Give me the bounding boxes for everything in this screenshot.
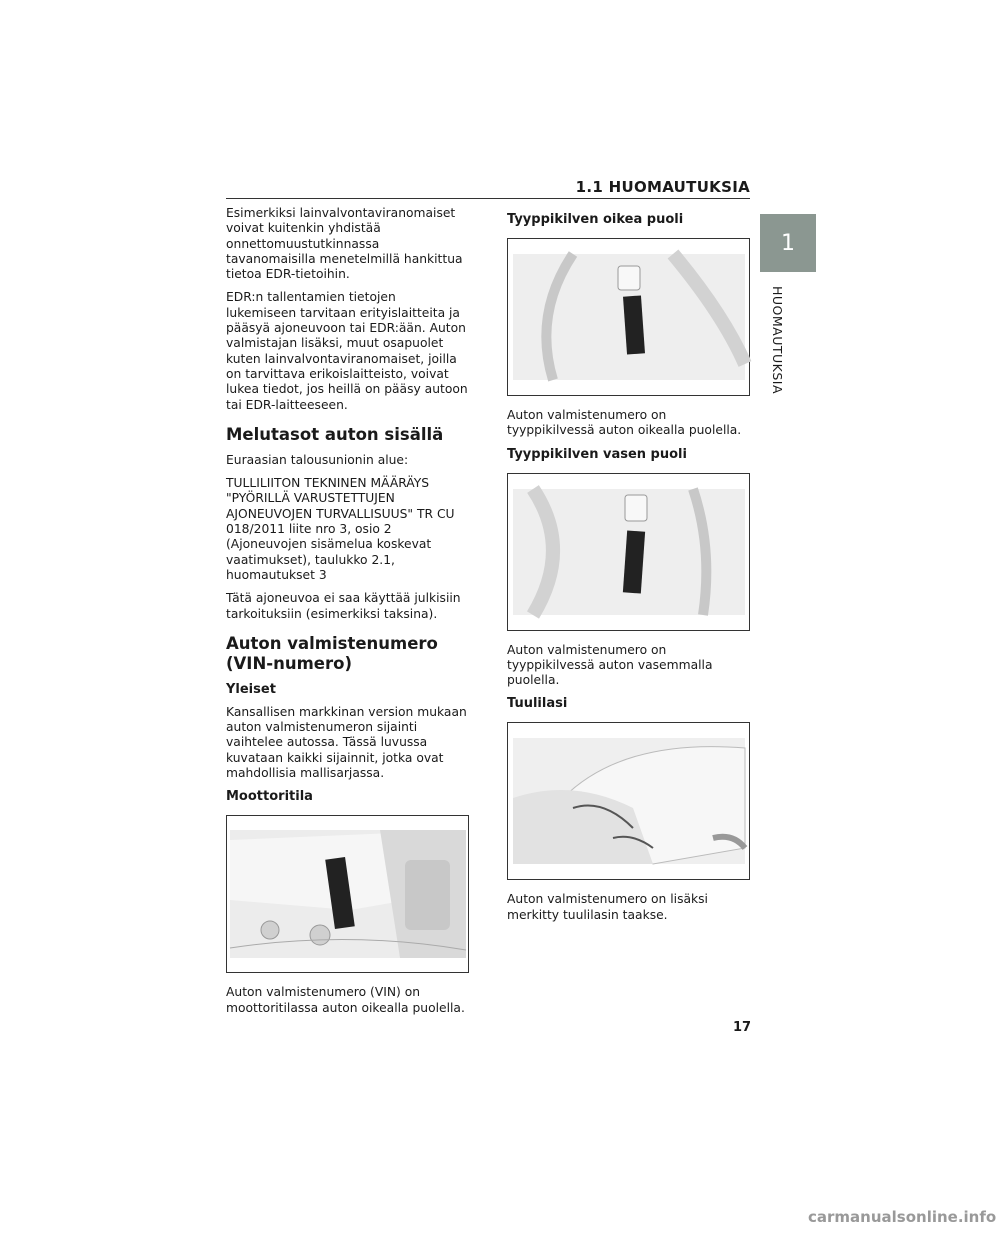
door-pillar-left-illustration [513,489,745,615]
heading-plate-left: Tyyppikilven vasen puoli [507,446,687,462]
paragraph-vin-location: Kansallisen markkinan version mukaan auton valmistenumeron sijainti vaihtelee autossa. Tässä luvussa kuvataan kaikki sijainnit, jotka ovat mahdollisia mallisarjassa. [226,704,467,781]
figure-engine-bay [226,815,469,973]
heading-general: Yleiset [226,681,276,697]
header-divider [226,198,750,199]
paragraph-public-use: Tätä ajoneuvoa ei saa käyttää julkisiin tarkoituksiin (esimerkiksi taksina). [226,591,461,621]
heading-vin: Auton valmistenumero (VIN-numero) [226,633,438,673]
caption-plate-right: Auton valmistenumero on tyyppikilvessä auton oikealla puolella. [507,408,742,438]
watermark-text: carmanualsonline.info [808,1208,996,1226]
figure-windshield [507,722,750,880]
section-header-title: 1.1 HUOMAUTUKSIA [575,178,750,196]
heading-engine-bay: Moottoritila [226,789,313,805]
chapter-tab-number: 1 [781,230,795,256]
heading-windshield: Tuulilasi [507,696,568,712]
figure-plate-left [507,473,750,631]
left-column [226,206,469,1024]
figure-plate-right [507,238,750,396]
caption-plate-left: Auton valmistenumero on tyyppikilvessä auton vasemmalla puolella. [507,642,713,688]
paragraph-eurasian-union: Euraasian talousunionin alue: [226,452,409,467]
page-number: 17 [733,1020,752,1035]
chapter-tab[interactable] [760,214,816,272]
heading-noise-levels: Melutasot auton sisällä [226,424,444,444]
right-column [507,206,750,931]
windshield-illustration [513,738,745,864]
engine-bay-illustration [230,830,466,958]
door-pillar-right-illustration [513,254,745,380]
caption-windshield: Auton valmistenumero on lisäksi merkitty tuulilasin taakse. [507,892,708,922]
heading-plate-right: Tyyppikilven oikea puoli [507,212,684,227]
paragraph-edr-authorities: Esimerkiksi lainvalvontaviranomaiset voivat kuitenkin yhdistää onnettomuustutkinnassa tavanomaisilla menetelmillä hankittua tietoa EDR-tietoihin. [226,206,463,282]
paragraph-customs-regulation: TULLILIITON TEKNINEN MÄÄRÄYS "PYÖRILLÄ VARUSTETTUJEN AJONEUVOJEN TURVALLISUUS" TR CU 018/2011 liite nro 3, osio 2 (Ajoneuvojen sisämelua koskevat vaatimukset), taulukko 2.1, huomautukset 3 [226,476,455,582]
caption-engine-bay: Auton valmistenumero (VIN) on moottoritilassa auton oikealla puolella. [226,985,465,1015]
chapter-tab-label: HUOMAUTUKSIA [770,286,785,395]
paragraph-edr-reading: EDR:n tallentamien tietojen lukemiseen tarvitaan erityislaitteita ja pääsyä ajoneuvoon tai EDR:ään. Auton valmistajan lisäksi, muut osapuolet kuten lainvalvontaviranomaiset, joilla on tarvittava erikoislaitteisto, voivat lukea tiedot, jos heillä on pääsy autoon tai EDR-laitteeseen. [226,290,468,412]
